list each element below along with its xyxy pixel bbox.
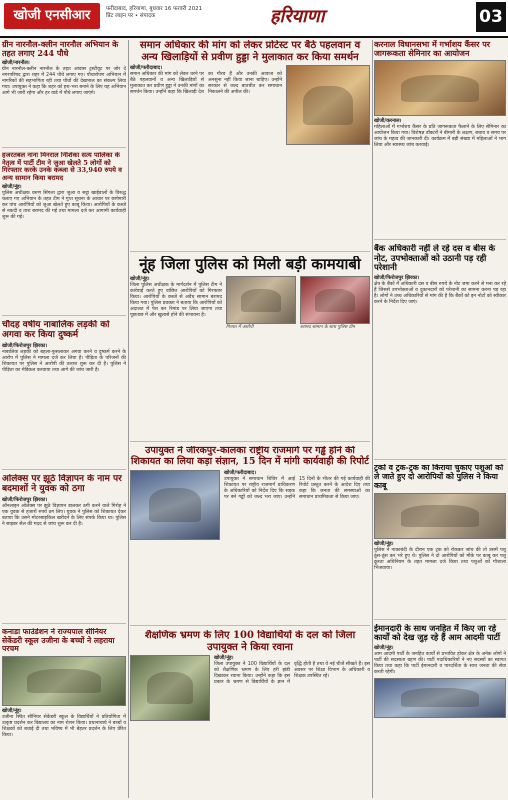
story-olx-fraud <box>2 474 126 624</box>
newspaper-logo: खोजी एनसीआर <box>4 3 100 29</box>
police-team-photo <box>300 276 370 324</box>
story-byline: खोजी/नूंह। <box>130 276 150 283</box>
story-byline: खोजी/नूंह। <box>214 655 234 661</box>
story-byline: खोजी/नूंह। <box>374 540 394 547</box>
story-headline: ओलेक्स पर झूठे विज्ञापन के नाम पर बदमाशों ने युवक को ठगा <box>2 474 122 495</box>
story-wrestlers-protest <box>130 40 370 252</box>
story-headline: ट्रकों व ट्रक-ट्रक का किराया चुकाए पशुओं को ले जाते हुए दो आरोपियों को पुलिस ने किया काबू <box>374 464 504 490</box>
story-gambling-arrest <box>2 152 126 316</box>
story-nuh-police-success <box>130 256 370 442</box>
story-body: पुलिस ने नाकाबंदी के दौरान एक ट्रक को रोककर जांच की तो उसमें पशु ठूंस-ठूंस कर भरे हुए थे। पुलिस ने दो आरोपियों को मौके पर काबू कर पशु क्रूरता अधिनियम के तहत मामला दर्ज किया तथा पशुओं को गौशाला भिजवाया। <box>374 547 506 571</box>
story-body: जिला उपायुक्त ने 100 विद्यार्थियों के दल को शैक्षणिक भ्रमण के लिए हरी झंडी दिखाकर रवाना किया। उन्होंने कहा कि इस प्रकार के भ्रमण से विद्यार्थियों के ज्ञान में वृद्धि होती है तथा वे नई चीजें सीखते हैं। इस अवसर पर शिक्षा विभाग के अधिकारी व शिक्षक उपस्थित रहे। <box>214 662 370 685</box>
story-byline: खोजी/फिरोजपुर झिरका। <box>2 342 48 349</box>
column-divider <box>372 40 373 798</box>
students-bus-photo <box>130 655 210 721</box>
story-headline: करनाल विधानसभा में गर्भाशय कैंसर पर जागरूकता सेमिनार का आयोजन <box>374 40 491 59</box>
right-column <box>374 40 506 798</box>
masthead <box>0 0 508 38</box>
seminar-photo <box>374 60 506 116</box>
page-number: 03 <box>476 2 506 32</box>
story-highway-potholes <box>130 446 370 626</box>
school-students-photo <box>2 656 126 706</box>
story-aap-joining <box>374 624 506 796</box>
story-cancer-seminar <box>374 40 506 240</box>
story-body: उजीना स्थित सीनियर सेकेंडरी स्कूल के विद्यार्थियों ने प्रतियोगिता में उत्कृष्ट प्रदर्शन कर विद्यालय का नाम रोशन किया। प्रधानाचार्य ने बच्चों व शिक्षकों को बधाई दी तथा भविष्य में भी बेहतर प्रदर्शन के लिए प्रेरित किया। <box>2 715 126 739</box>
middle-column <box>130 40 370 798</box>
story-body: महिलाओं में गर्भाशय कैंसर के प्रति जागरूकता फैलाने के लिए सेमिनार का आयोजन किया गया। विशेषज्ञ डॉक्टरों ने बीमारी के लक्षण, बचाव व समय पर जांच के महत्व की जानकारी दी। कार्यक्रम में बड़ी संख्या में महिलाओं ने भाग लिया और स्वास्थ्य जांच करवाई। <box>374 125 506 149</box>
story-body: ऑनलाइन ओलेक्स पर झूठे विज्ञापन डालकर ठगी करने वाले गिरोह ने एक युवक से हजारों रुपये ठग लिए। युवक ने पुलिस को शिकायत देकर बताया कि उसने मोटरसाइकिल खरीदने के लिए संपर्क किया था। पुलिस ने साइबर सेल की मदद से जांच शुरू कर दी है। <box>2 503 126 527</box>
story-byline: खोजी/फरीदाबाद। <box>224 469 257 476</box>
story-body: क्षेत्र के बैंकों में अधिकारी दस व बीस रुपये के नोट जमा करने से मना कर रहे हैं जिससे उपभोक्ताओं व दुकानदारों को परेशानी का सामना करना पड़ रहा है। लोगों ने उच्च अधिकारियों से मांग की है कि बैंकों को इन नोटों को स्वीकार करने के निर्देश दिए जाएं। <box>374 281 506 305</box>
story-body: पुलिस अधीक्षक वरुण सिंगला द्वारा जुआ व सट्टा खाईवालों के विरुद्ध चलाए गए अभियान के तहत टीम ने गुप्त सूचना के आधार पर छापेमारी कर पांच आरोपियों को जुआ खेलते हुए काबू किया। आरोपियों के कब्जे से नकदी व ताश बरामद की गई तथा मामला दर्ज कर आगामी कार्यवाही शुरू की गई। <box>2 191 126 221</box>
wrestlers-photo <box>286 65 370 145</box>
photo-caption: गिरफ्त में आरोपी <box>226 325 254 331</box>
story-headline: नूंह जिला पुलिस को मिली बड़ी कामयाबी <box>139 256 361 273</box>
story-body: उपायुक्त ने समाधान शिविर में आई शिकायत पर राष्ट्रीय राजमार्ग प्राधिकरण के अधिकारियों को निर्देश दिए कि सड़क पर बने गड्ढों को जल्द भरा जाए। उन्होंने 15 दिनों के भीतर की गई कार्यवाही की रिपोर्ट प्रस्तुत करने के आदेश दिए तथा कहा कि जनता की समस्याओं का समाधान प्राथमिकता से किया जाए। <box>224 476 370 500</box>
story-headline: बैंक अधिकारी नहीं ले रहे दस व बीस के नोट, उपभोक्ताओं को उठानी पड़ रही परेशानी <box>374 244 496 273</box>
dc-meeting-photo <box>130 470 220 540</box>
story-headline: उपायुक्त ने जीरकपुर-कालका राष्ट्रीय राजमार्ग पर गड्ढे होने की शिकायत का लिया कड़ा संज्ञान, 15 दिन में मांगी कार्यवाही की रिपोर्ट <box>131 446 369 467</box>
story-headline: हजरतबल नाना मिनराल निशिका सत्य पालिका के नेतृत्व में पार्टी टीम ने जुआ खेलते 5 लोगों को गिरफ्तार करके उनके कब्जा से 33,940 रुपये व अन्य सामान किया बरामद <box>2 152 122 182</box>
masthead-printline: प्रिंट लाइन पर • संपादक <box>106 13 156 19</box>
column-divider <box>128 40 129 798</box>
story-headline: ईमानदारी के साथ जनहित में किए जा रहे कार्यों को देख जुड़ रहे हैं आम आदमी पार्टी <box>374 624 501 643</box>
accused-photo <box>226 276 296 324</box>
masthead-meta <box>106 6 256 20</box>
story-green-narnaul <box>2 40 126 148</box>
story-body: समान अधिकार की मांग को लेकर धरने पर बैठे पहलवानों व अन्य खिलाड़ियों से मुलाकात कर प्रवीण हुड्डा ने उनकी मांगों का समर्थन किया। उन्होंने कहा कि खिलाड़ी देश का गौरव हैं और उनकी आवाज को अनसुना नहीं किया जाना चाहिए। उन्होंने सरकार से जल्द बातचीत कर समाधान निकालने की अपील की। <box>130 72 282 95</box>
story-headline: समान अधिकार की मांग को लेकर प्रोटेस्ट पर बैठे पहलवान व अन्य खिलाड़ियों से प्रवीण हुड्डा ने मुलाकात कर किया समर्थन <box>139 40 361 63</box>
story-educational-tour <box>130 630 370 796</box>
story-byline: खोजी/करनाल। <box>374 118 402 125</box>
story-cattle-truck <box>374 464 506 620</box>
masthead-date: फरीदाबाद, हरियाणा, बुधवार 16 फरवरी 2021 <box>106 6 203 12</box>
story-byline: खोजी/नारनौल। <box>2 60 30 67</box>
story-byline: खोजी/नूंह। <box>2 708 22 715</box>
cattle-truck-photo <box>374 493 506 539</box>
section-title: हरियाणा <box>270 6 325 27</box>
story-headline: चौदह वर्षीय नाबालिक लड़की को अगवा कर किया दुष्कर्म <box>2 320 110 341</box>
story-byline: खोजी/फिरोजपुर झिरका। <box>2 496 48 503</box>
story-headline: कनाडा फाउंडेशन ने राज्यपाल सीनियर सेकेंडरी स्कूल उजीना के बच्चों ने लहराया परचम <box>2 628 115 654</box>
story-minor-abduction <box>2 320 126 470</box>
story-byline: खोजी/नूंह। <box>2 184 22 191</box>
story-body: आम आदमी पार्टी के जनहित कार्यों से प्रभावित होकर क्षेत्र के अनेक लोगों ने पार्टी की सदस्यता ग्रहण की। पार्टी पदाधिकारियों ने नए सदस्यों का स्वागत किया तथा कहा कि पार्टी ईमानदारी व पारदर्शिता के साथ जनता की सेवा करती रहेगी। <box>374 651 506 675</box>
story-headline: ग्रीन नारनौल-क्लीन नारनौल अभियान के तहत लगाए 244 पौधे <box>2 40 119 59</box>
story-body: जिला पुलिस अधीक्षक के मार्गदर्शन में पुलिस टीम ने कार्रवाई करते हुए वांछित आरोपियों को गिरफ्तार किया। आरोपियों के कब्जे से अवैध सामान बरामद किया गया। पुलिस प्रवक्ता ने बताया कि आरोपियों को अदालत में पेश कर रिमांड पर लिया जाएगा तथा पूछताछ में और खुलासे होने की संभावना है। <box>130 283 222 319</box>
story-byline: खोजी/फरीदाबाद। <box>130 65 163 71</box>
aap-members-photo <box>374 678 506 718</box>
left-column <box>2 40 126 798</box>
story-school-ujina <box>2 628 126 796</box>
story-byline: खोजी/फिरोजपुर झिरका। <box>374 274 420 281</box>
story-byline: खोजी/नूंह। <box>374 644 394 651</box>
story-bank-notes <box>374 244 506 460</box>
story-body: नाबालिक लड़की को बहला-फुसलाकर अगवा करने व दुष्कर्म करने के आरोप में पुलिस ने मामला दर्ज कर लिया है। पीड़िता के परिजनों की शिकायत पर पुलिस ने आरोपी की तलाश शुरू कर दी है। पुलिस ने पीड़िता का मेडिकल करवाया तथा आगे की जांच जारी है। <box>2 349 126 373</box>
photo-caption: बरामद सामान के साथ पुलिस टीम <box>300 325 355 331</box>
story-headline: शैक्षणिक भ्रमण के लिए 100 विद्यार्थियों के दल को जिला उपायुक्त ने किया रवाना <box>144 630 356 653</box>
story-body: ग्रीन नारनौल-क्लीन नारनौल के तहत आवास ट्रस्टीयूट पर जोर दे नगरपरिषद द्वारा शहर में 244 पौधे लगाए गए। पौधारोपण अभियान में नागरिकों की सहभागिता रही तथा पौधों की देखभाल का संकल्प लिया गया। उपायुक्त ने कहा कि शहर को हरा-भरा बनाने के लिए यह अभियान आगे भी जारी रहेगा और हर वार्ड में पौधे लगाए जाएंगे। <box>2 67 126 97</box>
